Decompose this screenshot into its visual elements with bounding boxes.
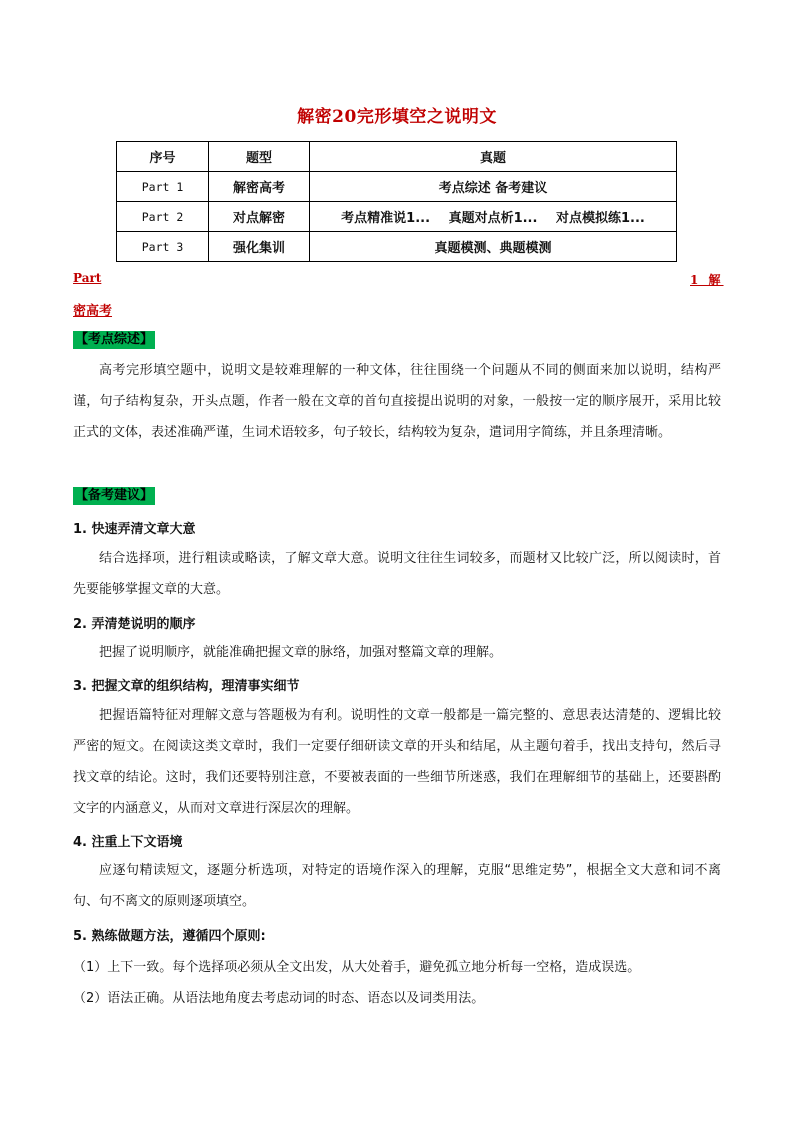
advice-paragraph-2: 把握了说明顺序，就能准确把握文章的脉络，加强对整篇文章的理解。 xyxy=(99,645,503,660)
advice-heading-2: 2. 弄清楚说明的顺序 xyxy=(73,617,196,632)
row-type: 对点解密 xyxy=(209,202,310,232)
advice-heading-5: 5. 熟练做题方法，遵循四个原则: xyxy=(73,929,266,944)
part-label: Part xyxy=(73,271,102,285)
advice-paragraph-4: 应逐句精读短文，逐题分析选项，对特定的语境作深入的理解，克服“思维定势”，根据全文大意和词不离句、句不离文的原则逐项填空。 xyxy=(73,863,721,909)
row-no: Part 1 xyxy=(117,172,209,202)
advice-heading-4: 4. 注重上下文语境 xyxy=(73,835,183,850)
row-items xyxy=(310,202,677,232)
row-item: 考点精准说1... xyxy=(341,211,431,226)
advice-heading-1: 1. 快速弄清文章大意 xyxy=(73,522,196,537)
paragraph-overview: 高考完形填空题中，说明文是较难理解的一种文体，往往围绕一个问题从不同的侧面来加以说明，结构严谨，句子结构复杂，开头点题，作者一般在文章的首句直接提出说明的对象，一般按一定的顺序展开，采用比较正式的文体，表述准确严谨，生词术语较多，句子较长，结构较为复杂，遣词用字简练，并且条理清晰。 xyxy=(73,363,721,440)
row-no: Part 2 xyxy=(117,202,209,232)
row-no: Part 3 xyxy=(117,232,209,262)
header-questions: 真题 xyxy=(310,142,677,172)
principle-1: （1）上下一致。每个选择项必须从全文出发，从大处着手，避免孤立地分析每一空格，造成误选。 xyxy=(73,960,641,975)
table-row xyxy=(117,232,677,262)
section-tag-advice: 【备考建议】 xyxy=(75,488,154,503)
document-title: 解密20完形填空之说明文 xyxy=(297,107,497,127)
table-row xyxy=(117,202,677,232)
part-number-label: 1 解 xyxy=(690,273,724,287)
table-row xyxy=(117,172,677,202)
contents-table xyxy=(116,141,677,262)
header-no: 序号 xyxy=(117,142,209,172)
header-type: 题型 xyxy=(209,142,310,172)
row-type: 强化集训 xyxy=(209,232,310,262)
row-item: 对点模拟练1... xyxy=(555,211,645,226)
advice-paragraph-1: 结合选择项，进行粗读或略读，了解文章大意。说明文往往生词较多，而题材又比较广泛，所以阅读时，首先要能够掌握文章的大意。 xyxy=(73,551,721,597)
table-header-row xyxy=(117,142,677,172)
advice-paragraph-3: 把握语篇特征对理解文意与答题极为有利。说明性的文章一般都是一篇完整的、意思表达清楚的、逻辑比较严密的短文。在阅读这类文章时，我们一定要仔细研读文章的开头和结尾，从主题句着手，找出支持句，然后寻找文章的结论。这时，我们还要特别注意，不要被表面的一些细节所迷惑，我们在理解细节的基础上，还要斟酌文字的内涵意义，从而对文章进行深层次的理解。 xyxy=(73,708,721,816)
advice-heading-3: 3. 把握文章的组织结构，理清事实细节 xyxy=(73,679,300,694)
row-type: 解密高考 xyxy=(209,172,310,202)
row-items: 考点综述 备考建议 xyxy=(310,172,677,202)
principle-2: （2）语法正确。从语法地角度去考虑动词的时态、语态以及词类用法。 xyxy=(73,991,485,1006)
section-tag-overview: 【考点综述】 xyxy=(75,332,154,347)
row-items: 真题模测、典题模测 xyxy=(310,232,677,262)
part-subtitle: 密高考 xyxy=(73,304,113,319)
row-item: 真题对点析1... xyxy=(448,211,538,226)
